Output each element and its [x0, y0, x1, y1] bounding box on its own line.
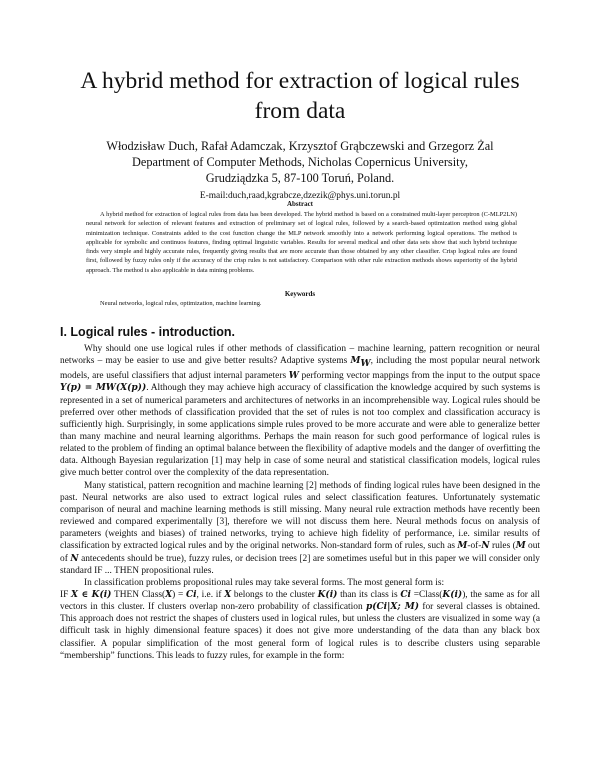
section-heading: I. Logical rules - introduction.	[60, 325, 236, 339]
address: Grudziądzka 5, 87-100 Toruń, Poland.	[205, 171, 395, 185]
abstract	[86, 210, 517, 275]
author-names: Włodzisław Duch, Rafał Adamczak, Krzysztof Grąbczewski and Grzegorz Żal	[106, 139, 494, 153]
keywords-text: Neural networks, logical rules, optimization, machine learning.	[100, 300, 262, 307]
abstract-text: A hybrid method for extraction of logical rules from data has been developed. The hybrid method is based on a constrained multi-layer perceptron (C-MLP2LN) neural network for selection of relevant features and extraction of preliminary set of logical rules, followed by a search-based optimization method using global minimization technique. Constraints added to the cost function change the MLP network smoothly into a network performing logical operations. The method is applicable for symbolic and continuos features, finding optimal linguistic variables. Results for several medical and other data sets show that such hybrid technique finds very simple and highly accurate rules, frequently giving results that are more accurate than those obtained by any other classifier. Crisp logical rules are found first, followed by fuzzy rules only if the accuracy of the crisp rules is not satisfactory. Comparison with other rule extraction methods shows superiority of the hybrid approach. The method is also applicable in data mining problems.	[86, 211, 517, 274]
email: E-mail:duch,raad,kgrabcze,dzezik@phys.uni.torun.pl	[199, 191, 401, 201]
section-body	[60, 343, 540, 662]
paragraph-3: In classification problems propositional rules may take several forms. The most general form is:	[84, 577, 445, 588]
author-block	[40, 138, 560, 204]
paragraph-1: Why should one use logical rules if other methods of classification – machine learning, pattern recognition or neural networks – may be easier to use and give better results? Adaptive systems $M_W$, including the most popular neural network models, are useful classifiers that adjust internal parameters W performing vector mappings from the input to the output space Y(p) = MW(X(p)). Although they may achieve high accuracy of classification the knowledge acquired by such systems is represented in a set of numerical parameters and architectures of networks in an incomprehensible way. Logical rules should be preferred over other methods of classification provided that the set of rules is not too complex and classification accuracy is sufficiently high. Surprisingly, in some applications simple rules proved to be more accurate and were able to generalize better than many machine and neural learning algorithms. Perhaps the main reason for such good performance of logical rules is related to the problem of finding an optimal balance between the flexibility of adaptive models and the danger of overfitting the data. Although Bayesian regularization [1] may help in case of some neural and statistical classification models, logical rules give much better control over the complexity of the data representation.	[60, 344, 541, 479]
keywords-heading: Keywords	[284, 290, 316, 298]
abstract-heading: Abstract	[286, 200, 314, 208]
paragraph-4: IF X ∈ K(i) THEN Class(X) = Ci, i.e. if X belongs to the cluster K(i) than its class is Ci =Class(K(i)), the same as for all vectors in this cluster. If clusters overlap non-zero probability of classification p(Ci|X; M) for several classes is obtained. This approach does not restrict the shapes of clusters used in logical rules, but unless the clusters are visualized in some way (a difficult task in highly dimensional feature spaces) it does not give more understanding of the data than any black box classifier. A popular simplification of the most general form of logical rules is to describe clusters using separable “membership” functions. This leads to fuzzy rules, for example in the form:	[60, 590, 541, 661]
affiliation: Department of Computer Methods, Nicholas Copernicus University,	[132, 155, 468, 169]
paragraph-2: Many statistical, pattern recognition and machine learning [2] methods of finding logical rules have been designed in the past. Neural networks are also used to extract logical rules and select classification features. Unfortunately systematic comparison of neural and machine learning methods is still missing. Many neural rule extraction methods have recently been reviewed and compared experimentally [3], therefore we will not discuss them here. Neural methods focus on analysis of parameters (weights and biases) of trained networks, trying to achieve high fidelity of performance, i.e. similar results of classification by extracted logical rules and by the original networks. Non-standard form of rules, such as M-of-N rules (M out of N antecedents should be true), fuzzy rules, or decision trees [2] are sometimes useful but in this paper we will consider only standard IF ... THEN propositional rules.	[60, 480, 540, 576]
paper-title: A hybrid method for extraction of logical rules from data	[80, 68, 520, 124]
